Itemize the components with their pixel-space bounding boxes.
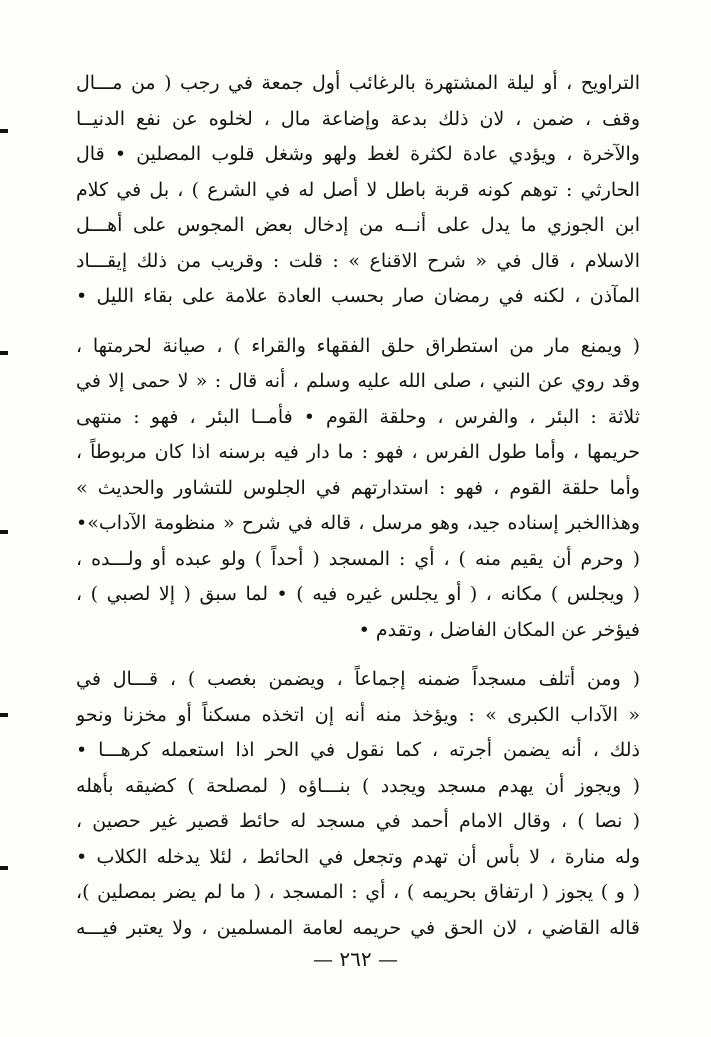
text-line: فيؤخر عن المكان الفاضل ، وتقدم • (358, 618, 640, 641)
paragraph-3 (76, 662, 640, 946)
text-line: وأما حلقة القوم ، فهو : استدارتهم في الجلوس للتشاور والحديث » (76, 476, 640, 499)
text-line: حريمها ، وأما طول الفرس ، فهو : ما دار فيه برسنه اذا كان مربوطاً ، (76, 441, 640, 463)
text-line: المآذن ، لكنه في رمضان صار بحسب العادة علامة على بقاء الليل • (76, 285, 640, 307)
text-line: ثلاثة : البئر ، والفرس ، وحلقة القوم • فأمــا البئر ، فهو : منتهى (76, 405, 640, 428)
text-line: والآخرة ، ويؤدي عادة لكثرة لغط ولهو وشغل قلوب المصلين • قال (76, 143, 640, 165)
text-line: ( ويجلس ) مكانه ، ( أو يجلس غيره فيه ) • لما سبق ( إلا لصبي ) ، (76, 583, 640, 605)
text-line: ( نصا ) ، وقال الامام أحمد في مسجد له حائط قصير غير حصين ، (76, 810, 640, 832)
text-line: « الآداب الكبرى » : ويؤخذ منه أنه إن اتخذه مسكناً أو مخزنا ونحو (76, 703, 640, 726)
text-line: التراويح ، أو ليلة المشتهرة بالرغائب أول جمعة في رجب ( من مـــال (76, 72, 640, 94)
text-line: وقد روي عن النبي ، صلى الله عليه وسلم ، أنه قال : « لا حمى إلا في (76, 370, 640, 392)
margin-mark (0, 866, 8, 870)
text-line: ابن الجوزي ما يدل على أنــه من إدخال بعض المجوس على أهـــل (76, 214, 640, 236)
paragraph-1 (76, 66, 640, 315)
text-line: ذلك ، أنه يضمن أجرته ، كما نقول في الحر اذا استعمله كرهـــا • (76, 739, 640, 761)
margin-mark (0, 351, 8, 355)
margin-mark (0, 129, 8, 133)
page-number: — ٢٦٢ — (313, 947, 398, 971)
text-line: قاله القاضي ، لان الحق في حريمه لعامة المسلمين ، ولا يعتبر فيـــه (76, 916, 640, 939)
text-line: ( ويجوز أن يهدم مسجد ويجدد ) بنـــاؤه ( لمصلحة ) كضيقه بأهله (76, 774, 640, 797)
text-line: الحارثي : توهم كونه قربة باطل لا أصل له في الشرع ) ، بل في كلام (76, 178, 640, 201)
text-line: وله منارة ، لا بأس أن تهدم وتجعل في الحائط ، لئلا يدخله الكلاب • (76, 845, 640, 868)
body-text (76, 66, 640, 946)
margin-mark (0, 530, 8, 534)
text-line: وقف ، ضمن ، لان ذلك بدعة وإضاعة مال ، لخلوه عن نفع الدنيــا (76, 107, 640, 130)
paragraph-gap (76, 315, 640, 329)
text-line: ( ومن أتلف مسجداً ضمنه إجماعاً ، ويضمن بغصب ) ، قـــال في (76, 668, 640, 690)
text-line: ( ويمنع مار من استطراق حلق الفقهاء والقراء ) ، صيانة لحرمتها ، (76, 334, 640, 357)
paragraph-2 (76, 329, 640, 649)
margin-mark (0, 713, 8, 717)
text-line: ( و ) يجوز ( ارتفاق بحريمه ) ، أي : المسجد ، ( ما لم يضر بمصلين )، (76, 881, 640, 903)
paragraph-gap (76, 648, 640, 662)
text-line: ( وحرم أن يقيم منه ) ، أي : المسجد ( أحداً ) ولو عبده أو ولـــده ، (76, 547, 640, 570)
text-line: الاسلام ، قال في « شرح الاقناع » : قلت : وقريب من ذلك إيقـــاد (76, 249, 640, 272)
text-line: وهذاالخبر إسناده جيد، وهو مرسل ، قاله في شرح « منظومة الآداب»• (76, 512, 640, 534)
